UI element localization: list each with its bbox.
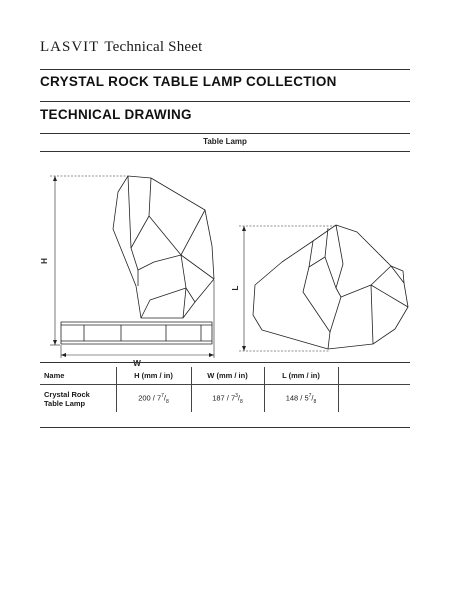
cell-name-line1: Crystal Rock [44,389,90,399]
cell-h-frac-den: 8 [166,398,169,405]
cell-empty [338,385,410,413]
brand-logo: LASVIT [40,39,100,55]
side-view-crystal [253,225,408,349]
dimension-label-w: W [133,359,141,368]
divider [40,362,410,363]
table-row [40,385,410,413]
front-view-base [61,322,212,344]
cell-l-frac-num: 7 [308,392,312,399]
cell-l: $148 / 5^7/_8$ [264,385,338,413]
column-header-name: Name [40,367,116,385]
cell-w-frac-den: 8 [240,398,243,405]
cell-name [40,385,116,413]
cell-h-frac-num: 7 [161,392,164,399]
divider [40,427,410,428]
section-title: TECHNICAL DRAWING [40,107,192,122]
dimension-label-h: H [40,258,49,264]
table-header-row [40,367,410,385]
column-header-w: W (mm / in) [191,367,264,385]
column-header-l: L (mm / in) [264,367,338,385]
collection-title: CRYSTAL ROCK TABLE LAMP COLLECTION [40,74,337,89]
cell-l-value: 148 / 5 [285,393,309,402]
cell-name-line2: Table Lamp [44,398,86,408]
cell-h-value: 200 / 7 [138,393,162,402]
column-header-empty [338,367,410,385]
front-view-crystal [113,176,214,318]
dimension-label-l: L [231,285,240,291]
spec-table [40,367,410,412]
cell-l-frac-den: 8 [313,398,317,405]
drawing-label: Table Lamp [203,137,247,146]
column-header-h: H (mm / in) [116,367,191,385]
cell-w-frac-num: 3 [235,392,238,399]
cell-w-value: 187 / 7 [212,393,236,402]
cell-h: $200 / 7^7/_8$ [116,385,191,413]
cell-w: $187 / 7^3/_8$ [191,385,264,413]
brand-title: Technical Sheet [104,39,203,55]
